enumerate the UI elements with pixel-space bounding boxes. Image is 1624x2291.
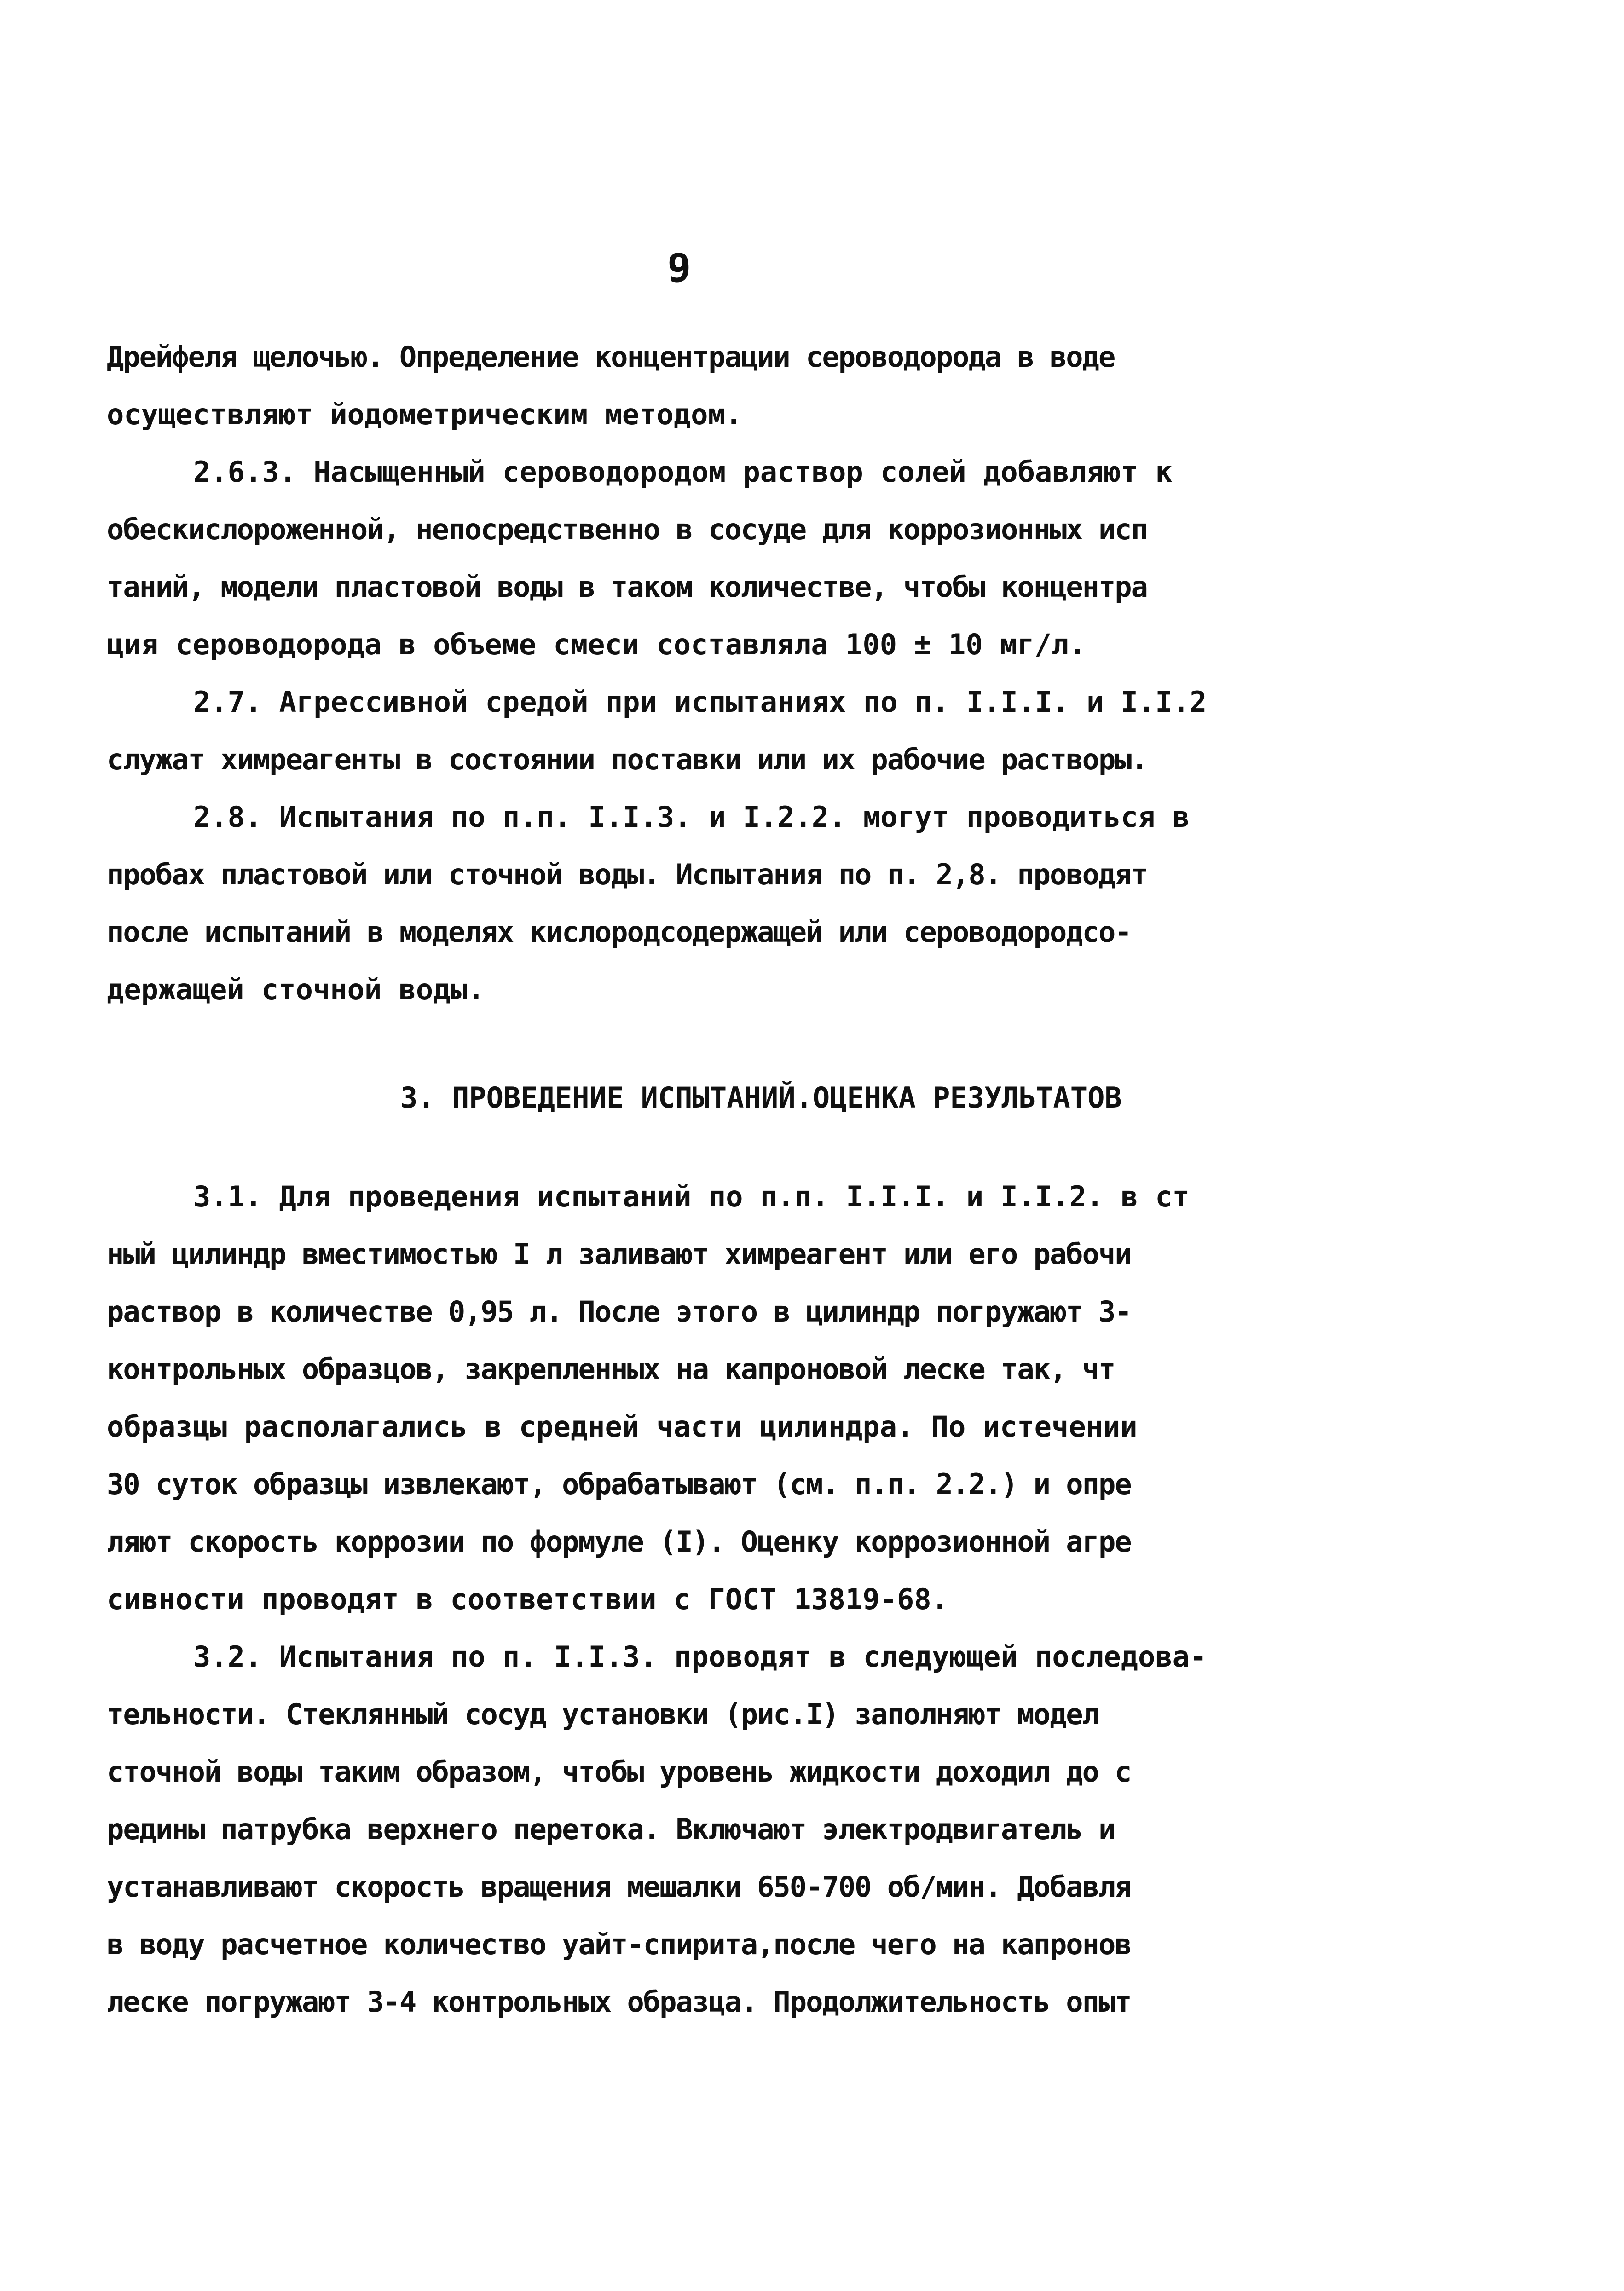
text-line: леске погружают 3-4 контрольных образца. Продолжительность опыт [107,1985,1131,2019]
text-line: после испытаний в моделях кислородсодержащей или сероводородсо- [107,915,1131,949]
paragraph-3-1: 3.1. Для проведения испытаний по п.п. I.I.I. и I.I.2. в ст [193,1180,1190,1213]
page-number: 9 [667,245,691,291]
paragraph-2-7: 2.7. Агрессивной средой при испытаниях по п. I.I.I. и I.I.2 [193,685,1207,719]
text-line: обескислороженной, непосредственно в сосуде для коррозионных исп [107,513,1147,546]
text-line: ляют скорость коррозии по формуле (I). Оценку коррозионной агре [107,1525,1131,1558]
text-line: держащей сточной воды. [107,973,485,1006]
section-heading: 3. ПРОВЕДЕНИЕ ИСПЫТАНИЙ.ОЦЕНКА РЕЗУЛЬТАТОВ [400,1081,1122,1114]
paragraph-2-8: 2.8. Испытания по п.п. I.I.3. и I.2.2. могут проводиться в [193,800,1190,834]
text-line: сточной воды таким образом, чтобы уровень жидкости доходил до с [107,1755,1131,1789]
text-line: служат химреагенты в состоянии поставки или их рабочие растворы. [107,743,1147,776]
text-line: тельности. Стеклянный сосуд установки (рис.I) заполняют модел [107,1697,1098,1731]
text-line: в воду расчетное количество уайт-спирита,после чего на капронов [107,1927,1131,1961]
text-line: раствор в количестве 0,95 л. После этого в цилиндр погружают 3- [107,1295,1131,1328]
paragraph-3-2: 3.2. Испытания по п. I.I.3. проводят в следующей последова- [193,1640,1207,1674]
text-line: ция сероводорода в объеме смеси составляла 100 ± 10 мг/л. [107,628,1086,661]
text-line: осуществляют йодометрическим методом. [107,398,743,431]
text-line: сивности проводят в соответствии с ГОСТ 13819-68. [107,1582,949,1616]
text-line: таний, модели пластовой воды в таком количестве, чтобы концентра [107,570,1147,604]
text-line: пробах пластовой или сточной воды. Испытания по п. 2,8. проводят [107,858,1147,891]
text-line: ный цилиндр вместимостью I л заливают химреагент или его рабочи [107,1237,1131,1271]
text-line: контрольных образцов, закрепленных на капроновой леске так, чт [107,1352,1115,1386]
text-line: образцы располагались в средней части цилиндра. По истечении [107,1410,1138,1443]
text-line: Дрейфеля щелочью. Определение концентрации сероводорода в воде [107,340,1115,374]
text-line: 30 суток образцы извлекают, обрабатывают (см. п.п. 2.2.) и опре [107,1467,1131,1501]
text-line: редины патрубка верхнего перетока. Включают электродвигатель и [107,1812,1115,1846]
paragraph-2-6-3: 2.6.3. Насыщенный сероводородом раствор солей добавляют к [193,455,1173,489]
text-line: устанавливают скорость вращения мешалки 650-700 об/мин. Добавля [107,1870,1131,1904]
